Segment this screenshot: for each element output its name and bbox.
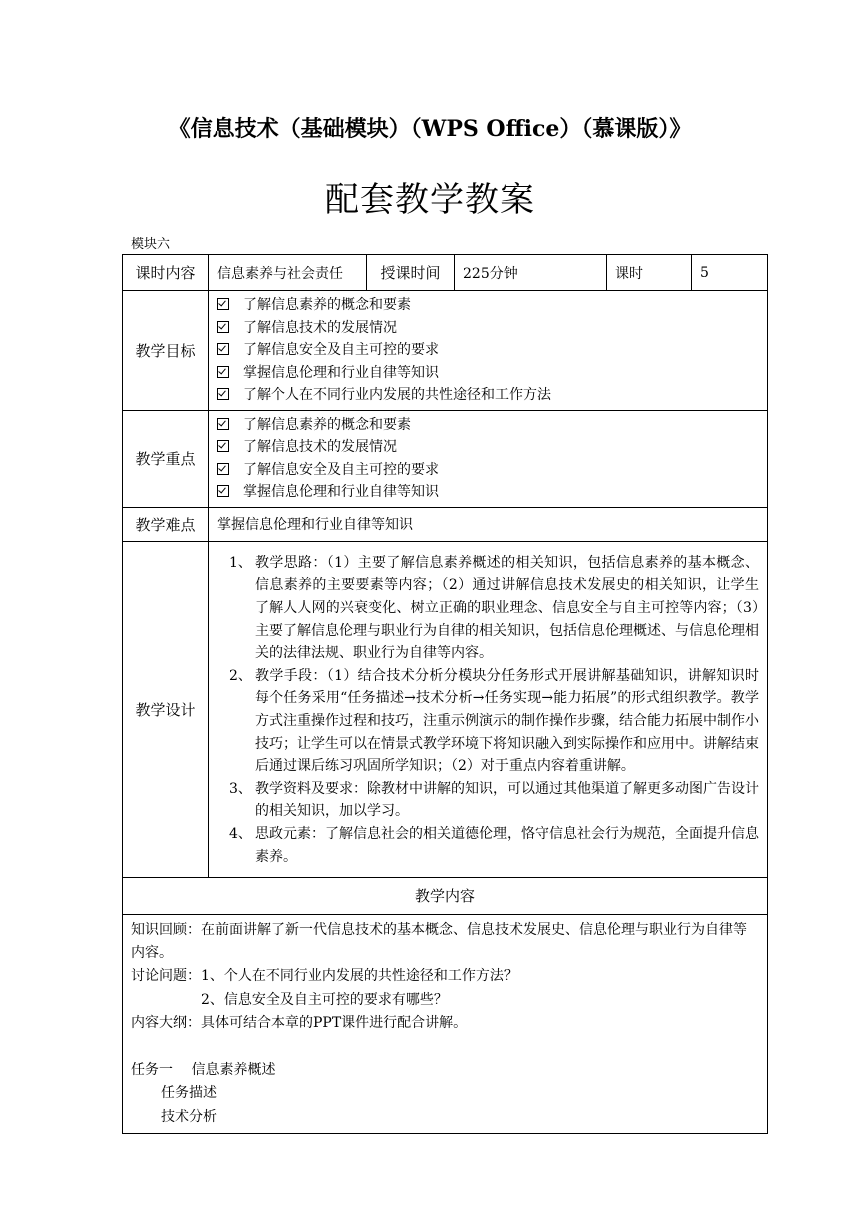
difficulty-value: 掌握信息伦理和行业自律等知识 [209, 507, 768, 541]
checkbox-checked-icon [217, 321, 229, 333]
checkbox-checked-icon [217, 440, 229, 452]
list-item: 1、 教学思路：（1）主要了解信息素养概述的相关知识，包括信息素养的基本概念、信息素养的主要要素等内容；（2）通过讲解信息技术发展史的相关知识，让学生了解人人网的兴衰变化、树立正确的职业理念、信息安全与自主可控等内容；（3）主要了解信息伦理与职业行为自律的相关知识，包括信息伦理概述、与信息伦理相关的法律法规、职业行为自律等内容。 [229, 554, 759, 662]
task-one-title: 任务一 信息素养概述 [131, 1061, 276, 1078]
keypoints-list [209, 411, 767, 507]
objectives-cell [209, 291, 768, 411]
list-item: 了解信息素养的概念和要素 [217, 294, 767, 317]
checkbox-checked-icon [217, 418, 229, 430]
list-item: 掌握信息伦理和行业自律等知识 [217, 362, 767, 385]
document-subtitle: 配套教学教案 [325, 180, 535, 220]
list-item: 2、 教学手段：（1）结合技术分析分模块分任务形式开展讲解基础知识，讲解知识时每个任务采用“任务描述→技术分析→任务实现→能力拓展”的形式组织教学。教学方式注重操作过程和技巧，注重示例演示的制作操作步骤，结合能力拓展中制作小技巧；让学生可以在情景式教学环境下将知识融入到实际操作和应用中。讲解结束后通过课后练习巩固所学知识；（2）对于重点内容着重讲解。 [229, 667, 759, 775]
document-title: 《信息技术（基础模块）（WPS Office）（慕课版）》 [168, 116, 692, 142]
discussion-question-1: 讨论问题：1、个人在不同行业内发展的共性途径和工作方法？ [131, 968, 518, 985]
table-row-design [123, 541, 768, 877]
technical-analysis-heading: 技术分析 [161, 1108, 217, 1125]
hours-value: 5 [692, 255, 768, 291]
list-item: 了解信息技术的发展情况 [217, 317, 767, 340]
knowledge-review: 知识回顾：在前面讲解了新一代信息技术的基本概念、信息技术发展史、信息伦理与职业行为自律等内容。 [131, 921, 747, 961]
checkbox-checked-icon [217, 298, 229, 310]
table-row-content-header [123, 877, 768, 914]
content-cell [123, 914, 768, 1134]
label-keypoints: 教学重点 [123, 410, 209, 507]
list-item: 3、 教学资料及要求：除教材中讲解的知识，可以通过其他渠道了解更多动图广告设计的相关知识，加以学习。 [229, 780, 759, 820]
objectives-list [209, 291, 767, 410]
content-header: 教学内容 [123, 877, 768, 914]
label-difficulty: 教学难点 [123, 507, 209, 541]
teaching-time-value: 225分钟 [455, 255, 607, 291]
task-description-heading: 任务描述 [161, 1085, 217, 1102]
design-cell [209, 541, 768, 877]
checkbox-checked-icon [217, 366, 229, 378]
list-item: 4、 思政元素：了解信息社会的相关道德伦理，恪守信息社会行为规范，全面提升信息素养。 [229, 825, 759, 865]
table-row-objectives [123, 291, 768, 411]
label-teaching-time: 授课时间 [367, 255, 455, 291]
table-row-difficulty [123, 507, 768, 541]
table-row-keypoints [123, 410, 768, 507]
lesson-plan-table [122, 254, 768, 1134]
list-item: 了解信息安全及自主可控的要求 [217, 459, 767, 482]
table-row-content [123, 914, 768, 1134]
module-label: 模块六 [131, 237, 171, 252]
checkbox-checked-icon [217, 463, 229, 475]
checkbox-checked-icon [217, 388, 229, 400]
list-item: 了解信息素养的概念和要素 [217, 414, 767, 437]
label-objectives: 教学目标 [123, 291, 209, 411]
checkbox-checked-icon [217, 485, 229, 497]
label-class-content: 课时内容 [123, 255, 209, 291]
class-content-value: 信息素养与社会责任 [209, 255, 367, 291]
discussion-question-2: 2、信息安全及自主可控的要求有哪些？ [201, 991, 448, 1008]
design-list [209, 548, 767, 870]
list-item: 了解信息安全及自主可控的要求 [217, 339, 767, 362]
blank-line [131, 1036, 759, 1059]
list-item: 掌握信息伦理和行业自律等知识 [217, 481, 767, 504]
checkbox-checked-icon [217, 343, 229, 355]
keypoints-cell [209, 410, 768, 507]
label-hours: 课时 [607, 255, 692, 291]
list-item: 了解信息技术的发展情况 [217, 436, 767, 459]
list-item: 了解个人在不同行业内发展的共性途径和工作方法 [217, 384, 767, 407]
table-row-hours [123, 255, 768, 291]
content-outline: 内容大纲：具体可结合本章的PPT课件进行配合讲解。 [131, 1015, 468, 1032]
label-design: 教学设计 [123, 541, 209, 877]
